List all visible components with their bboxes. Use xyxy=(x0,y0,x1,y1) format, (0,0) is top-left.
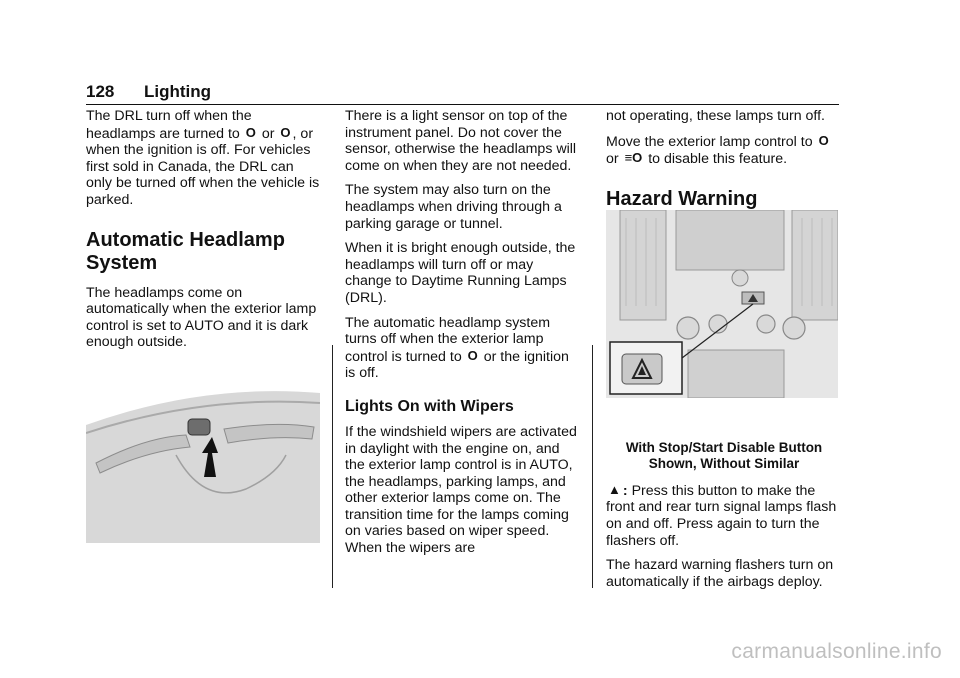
parking-lamp-icon: O xyxy=(280,124,291,140)
paragraph-garage-tunnel: The system may also turn on the headlamps when driving through a parking garage or tunnel. xyxy=(345,182,562,232)
heading-lights-on-with-wipers: Lights On with Wipers xyxy=(345,397,514,415)
column-divider-2 xyxy=(592,345,593,588)
paragraph-bright-outside: When it is bright enough outside, the headlamps will turn off or may change to Daytime Running Lamps (DRL). xyxy=(345,240,576,306)
watermark: carmanualsonline.info xyxy=(731,640,942,663)
paragraph-drl-off: The DRL turn off when the headlamps are turned to O or O , or when the ignition is off. For vehicles first sold in Canada, the DRL can only be turned off when the vehicle is parked. xyxy=(86,108,320,208)
column-divider-1 xyxy=(332,345,333,588)
paragraph-light-sensor: There is a light sensor on top of the instrument panel. Do not cover the sensor, otherwise the headlamps will come on when they are not needed. xyxy=(345,108,577,174)
figure-hazard-button xyxy=(606,210,838,398)
column-1 xyxy=(86,108,322,359)
paragraph-hazard-button: ▲ : Press this button to make the front and rear turn signal lamps flash on and off. Press again to turn the flashers off. xyxy=(606,481,837,549)
page-header xyxy=(86,82,839,105)
page-number: 128 xyxy=(86,82,115,101)
paragraph-wipers: If the windshield wipers are activated in daylight with the engine on, and the exterior lamp control is in AUTO, the headlamps, parking lamps, and other exterior lamps come on. The transition time for the lamps coming on varies based on wiper speed. When the wipers are xyxy=(345,423,577,557)
paragraph-disable-feature: Move the exterior lamp control to O or ≡O to disable this feature. xyxy=(606,132,829,168)
figure-caption: With Stop/Start Disable Button Shown, Without Similar xyxy=(625,439,823,471)
heading-hazard-warning-flashers: Hazard Warning xyxy=(606,187,758,210)
paragraph-airbags: The hazard warning flashers turn on automatically if the airbags deploy. xyxy=(606,557,834,590)
power-off-icon: O xyxy=(818,132,829,148)
power-off-icon: O xyxy=(245,124,256,140)
paragraph-auto-off: The automatic headlamp system turns off when the exterior lamp control is turned to O or the ignition is off. xyxy=(345,314,569,382)
power-off-icon: O xyxy=(467,347,478,363)
section-title: Lighting xyxy=(144,82,212,101)
paragraph-lamps-off: not operating, these lamps turn off. xyxy=(606,108,825,124)
hazard-triangle-icon: ▲ xyxy=(608,481,621,497)
figure-light-sensor xyxy=(86,385,320,543)
paragraph-auto-headlamps: The headlamps come on automatically when the exterior lamp control is set to AUTO and it is dark enough outside. xyxy=(86,284,317,351)
column-2 xyxy=(345,108,581,565)
heading-automatic-headlamp: Automatic Headlamp System xyxy=(86,228,285,274)
headlamp-icon: ≡O xyxy=(624,150,643,166)
